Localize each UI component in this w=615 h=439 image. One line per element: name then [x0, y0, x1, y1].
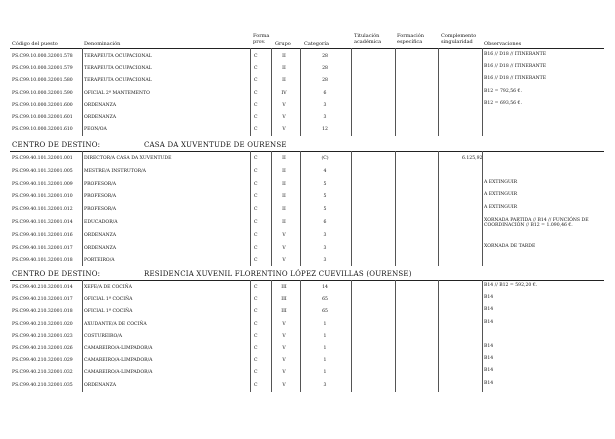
table-row	[0, 100, 615, 112]
header-rule	[10, 48, 604, 49]
cell-code: PS.C99.40.101.32001.017	[12, 245, 73, 251]
cell-code: PS.C99.40.210.32001.014	[12, 285, 73, 290]
cell-code: PS.C99.40.210.32001.026	[12, 346, 73, 351]
cell-categoria: 3	[323, 245, 327, 251]
table-row	[0, 306, 615, 318]
header-observaciones: Observaciones	[484, 41, 522, 47]
cell-forma: C	[254, 78, 258, 84]
cell-categoria: 28	[322, 78, 328, 84]
cell-denominacion: OFICIAL 1ª COCIÑA	[84, 297, 133, 303]
cell-code: PS.C99.40.101.32001.014	[12, 220, 73, 225]
cell-code: PS.C99.40.101.32001.009	[12, 181, 73, 187]
cell-grupo: V	[282, 115, 286, 120]
cell-denominacion: AXUDANTE/A DE COCIÑA	[84, 321, 147, 327]
cell-grupo: V	[282, 382, 286, 388]
cell-categoria: 3	[323, 102, 327, 108]
cell-grupo: II	[282, 181, 286, 187]
section-label: CENTRO DE DESTINO:	[12, 141, 101, 149]
cell-forma: C	[254, 127, 258, 133]
cell-denominacion: ORDENANZA	[84, 115, 117, 120]
cell-categoria: 28	[322, 66, 328, 72]
cell-observaciones: B14 // B12 = 592,20 €.	[484, 283, 538, 288]
table-row	[0, 230, 615, 242]
cell-forma: C	[254, 232, 258, 238]
cell-grupo: II	[282, 168, 286, 174]
cell-forma: C	[254, 181, 258, 187]
cell-categoria: (C)	[321, 156, 329, 161]
cell-code: PS.C99.10.000.32001.610	[12, 127, 73, 133]
table-row	[0, 282, 615, 294]
cell-observaciones: XORNADA DE TARDE	[484, 243, 536, 249]
cell-denominacion: MESTRE/A INSTRUTOR/A	[84, 168, 146, 174]
cell-forma: C	[254, 245, 258, 251]
cell-forma: C	[254, 285, 258, 290]
section-rule	[10, 280, 604, 281]
cell-grupo: V	[282, 333, 286, 339]
cell-categoria: 65	[322, 309, 328, 315]
cell-grupo: V	[282, 102, 286, 108]
cell-grupo: IV	[281, 90, 287, 96]
header-formacion: Formación específica	[397, 33, 424, 45]
header-categoria: Categoría	[304, 41, 329, 47]
table-row	[0, 355, 615, 367]
cell-grupo: II	[282, 78, 286, 84]
cell-categoria: 14	[322, 285, 328, 290]
cell-denominacion: PROFESOR/A	[84, 181, 117, 187]
section-rule	[10, 151, 604, 152]
cell-categoria: 6	[323, 220, 327, 225]
table-row	[0, 191, 615, 203]
cell-denominacion: CAMAREIRO/A-LIMPADOR/A	[84, 358, 153, 364]
section-name: CASA DA XUVENTUDE DE OURENSE	[144, 141, 287, 149]
cell-denominacion: OFICIAL 1ª COCIÑA	[84, 309, 133, 315]
table-row	[0, 319, 615, 331]
cell-code: PS.C99.10.000.32001.579	[12, 66, 73, 72]
cell-observaciones: A EXTINGUIR	[484, 179, 518, 185]
table-row	[0, 51, 615, 63]
section-name: RESIDENCIA XUVENIL FLORENTINO LÓPEZ CUEVILLAS (OURENSE)	[144, 270, 412, 278]
cell-denominacion: ORDENANZA	[84, 102, 117, 108]
table-row	[0, 294, 615, 306]
cell-forma: C	[254, 370, 258, 376]
cell-grupo: V	[282, 258, 286, 264]
cell-forma: C	[254, 115, 258, 120]
cell-categoria: 3	[323, 115, 327, 120]
cell-denominacion: COSTUREIRO/A	[84, 333, 123, 339]
cell-forma: C	[254, 66, 258, 72]
cell-forma: C	[254, 168, 258, 174]
cell-categoria: 5	[323, 181, 327, 187]
header-forma: Forma prov.	[253, 33, 270, 45]
cell-grupo: II	[282, 220, 286, 225]
cell-observaciones: B16 // D18 // ITINERANTE	[484, 52, 547, 57]
header-titulacion: Titulación académica	[354, 33, 382, 45]
cell-observaciones: A EXTINGUIR	[484, 192, 518, 198]
cell-categoria: 1	[323, 321, 327, 327]
cell-code: PS.C99.40.210.32001.032	[12, 370, 73, 376]
cell-forma: C	[254, 346, 258, 351]
cell-observaciones: B12 = 792,56 €.	[484, 88, 522, 94]
table-row	[0, 380, 615, 392]
cell-categoria: 5	[323, 207, 327, 213]
cell-forma: C	[254, 54, 258, 59]
cell-categoria: 28	[322, 54, 328, 59]
table-row	[0, 112, 615, 124]
cell-denominacion: PROFESOR/A	[84, 194, 117, 200]
cell-denominacion: PROFESOR/A	[84, 207, 117, 213]
cell-forma: C	[254, 258, 258, 264]
cell-code: PS.C99.40.101.32001.010	[12, 194, 73, 200]
cell-code: PS.C99.40.210.32001.020	[12, 321, 73, 327]
cell-forma: C	[254, 102, 258, 108]
section-label: CENTRO DE DESTINO:	[12, 270, 101, 278]
cell-observaciones: B16 // D18 // ITINERANTE	[484, 64, 547, 70]
cell-denominacion: PEON/OA	[84, 127, 107, 133]
cell-forma: C	[254, 321, 258, 327]
cell-categoria: 3	[323, 258, 327, 264]
cell-code: PS.C99.10.000.32001.580	[12, 78, 73, 84]
cell-code: PS.C99.40.101.32001.016	[12, 232, 73, 238]
cell-observaciones: B14	[484, 356, 494, 362]
cell-denominacion: CAMAREIRO/A-LIMPADOR/A	[84, 370, 153, 376]
cell-code: PS.C99.40.101.32001.018	[12, 258, 73, 264]
cell-observaciones: B14	[484, 344, 494, 349]
cell-forma: C	[254, 90, 258, 96]
table-row	[0, 367, 615, 379]
cell-grupo: II	[282, 54, 286, 59]
table-row	[0, 331, 615, 343]
section-header	[12, 141, 287, 149]
cell-forma: C	[254, 207, 258, 213]
cell-grupo: V	[282, 358, 286, 364]
cell-categoria: 12	[322, 127, 328, 133]
cell-code: PS.C99.40.210.32001.023	[12, 333, 73, 339]
header-complemento: Complemento singularidad	[441, 33, 477, 45]
cell-grupo: V	[282, 127, 286, 133]
cell-categoria: 65	[322, 297, 328, 303]
cell-complemento: 6.125,92	[462, 156, 483, 161]
cell-grupo: III	[281, 285, 287, 290]
table-row	[0, 217, 615, 229]
cell-observaciones: B14	[484, 380, 494, 386]
cell-denominacion: OFICIAL 2ª MANTEMENTO	[84, 90, 150, 96]
cell-grupo: III	[281, 297, 287, 303]
cell-categoria: 1	[323, 358, 327, 364]
cell-denominacion: EDUCADOR/A	[84, 220, 118, 225]
cell-forma: C	[254, 358, 258, 364]
cell-code: PS.C99.40.210.32001.035	[12, 382, 73, 388]
cell-denominacion: ORDENANZA	[84, 382, 117, 388]
cell-denominacion: ORDENANZA	[84, 245, 117, 251]
cell-categoria: 6	[323, 90, 327, 96]
cell-denominacion: TERAPEUTA OCUPACIONAL	[84, 78, 152, 84]
cell-forma: C	[254, 333, 258, 339]
cell-grupo: II	[282, 66, 286, 72]
cell-categoria: 3	[323, 232, 327, 238]
cell-observaciones: A EXTINGUIR	[484, 205, 518, 211]
cell-code: PS.C99.40.210.32001.017	[12, 297, 73, 303]
section-header	[12, 270, 412, 278]
cell-grupo: V	[282, 232, 286, 238]
header-denominacion: Denominación	[84, 41, 121, 47]
cell-observaciones: B12 = 693,56 €.	[484, 100, 522, 106]
cell-categoria: 1	[323, 370, 327, 376]
cell-observaciones: XORNADA PARTIDA // B14 // FUNCIÓNS DE COORDINACIÓN // B12 = 1.090,46 €.	[484, 218, 589, 228]
table-row	[0, 153, 615, 165]
table-row	[0, 243, 615, 255]
cell-observaciones: B14	[484, 319, 494, 325]
cell-forma: C	[254, 194, 258, 200]
cell-grupo: V	[282, 370, 286, 376]
cell-observaciones: B14	[484, 368, 494, 374]
table-row	[0, 166, 615, 178]
cell-grupo: III	[281, 309, 287, 315]
cell-denominacion: CAMAREIRO/A-LIMPADOR/A	[84, 346, 153, 351]
cell-forma: C	[254, 309, 258, 315]
cell-grupo: II	[282, 194, 286, 200]
table-row	[0, 255, 615, 267]
cell-observaciones: B16 // D18 // ITINERANTE	[484, 76, 547, 82]
cell-grupo: II	[282, 156, 286, 161]
table-row	[0, 343, 615, 355]
cell-denominacion: DIRECTOR/A CASA DA XUVENTUDE	[84, 156, 172, 161]
cell-forma: C	[254, 156, 258, 161]
cell-denominacion: PORTEIRO/A	[84, 258, 115, 264]
table-row	[0, 179, 615, 191]
cell-categoria: 3	[323, 382, 327, 388]
header-grupo: Grupo	[275, 41, 291, 47]
cell-grupo: V	[282, 346, 286, 351]
cell-code: PS.C99.40.210.32001.018	[12, 309, 73, 315]
cell-grupo: II	[282, 207, 286, 213]
table-row	[0, 204, 615, 216]
cell-code: PS.C99.40.101.32001.012	[12, 207, 73, 213]
cell-code: PS.C99.10.000.32001.600	[12, 102, 73, 108]
cell-code: PS.C99.40.210.32001.029	[12, 358, 73, 364]
cell-denominacion: TERAPEUTA OCUPACIONAL	[84, 66, 152, 72]
cell-code: PS.C99.10.000.32001.590	[12, 90, 73, 96]
cell-forma: C	[254, 297, 258, 303]
table-row	[0, 124, 615, 136]
cell-observaciones: B14	[484, 307, 494, 313]
cell-denominacion: ORDENANZA	[84, 232, 117, 238]
header-codigo: Código del puesto	[12, 41, 58, 47]
cell-denominacion: XEFE/A DE COCIÑA	[84, 285, 132, 290]
cell-categoria: 1	[323, 346, 327, 351]
cell-code: PS.C99.10.000.32001.578	[12, 54, 73, 59]
cell-observaciones: B14	[484, 295, 494, 301]
cell-grupo: V	[282, 245, 286, 251]
table-row	[0, 63, 615, 75]
cell-denominacion: TERAPEUTA OCUPACIONAL	[84, 54, 152, 59]
cell-code: PS.C99.40.101.32001.005	[12, 168, 73, 174]
cell-code: PS.C99.10.000.32001.601	[12, 115, 73, 120]
cell-forma: C	[254, 220, 258, 225]
cell-categoria: 4	[323, 168, 327, 174]
table-row	[0, 88, 615, 100]
table-row	[0, 75, 615, 87]
cell-forma: C	[254, 382, 258, 388]
cell-code: PS.C99.40.101.32001.001	[12, 156, 73, 161]
cell-grupo: V	[282, 321, 286, 327]
cell-categoria: 1	[323, 333, 327, 339]
cell-categoria: 5	[323, 194, 327, 200]
